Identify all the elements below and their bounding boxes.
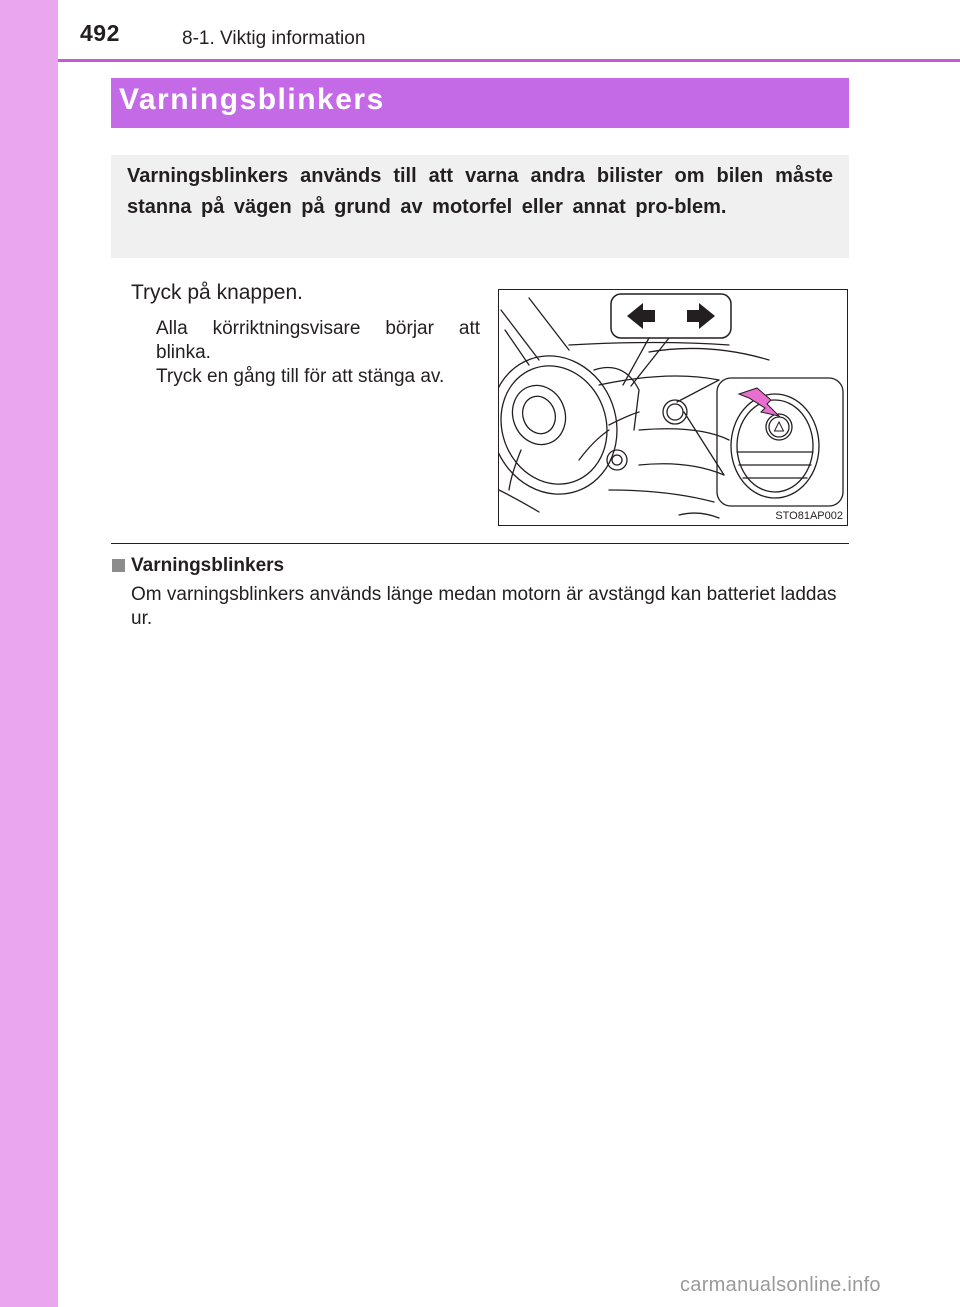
note-text: Om varningsblinkers används länge medan motorn är avstängd kan batteriet laddas ur.: [131, 584, 837, 629]
page-number: 492: [80, 20, 120, 46]
section-title-bar: [111, 78, 849, 128]
intro-text: Varningsblinkers används till att varna andra bilister om bilen måste stanna på vägen på grund av motorfel eller annat pro-blem.: [127, 165, 833, 218]
hazard-warning-icon: [775, 422, 784, 431]
step-heading: Tryck på knappen.: [131, 281, 303, 304]
side-tab-strip: [0, 0, 58, 1307]
step-desc-line-2: blinka.: [156, 342, 211, 363]
watermark: carmanualsonline.info: [680, 1274, 881, 1296]
note-square-icon: [112, 559, 125, 572]
note-title: Varningsblinkers: [131, 555, 285, 576]
dashboard-illustration: [498, 289, 848, 526]
press-arrow-icon: [739, 388, 779, 416]
step-desc-line-1: Alla körriktningsvisare börjar att: [156, 318, 480, 339]
section-title: Varningsblinkers: [119, 83, 385, 116]
dashboard-drawing: [499, 290, 847, 525]
header-rule: [58, 59, 960, 62]
intro-box: [111, 155, 849, 258]
step-description: [156, 317, 480, 389]
section-divider: [111, 543, 849, 544]
section-reference: 8-1. Viktig information: [182, 28, 366, 49]
step-desc-line-3: Tryck en gång till för att stänga av.: [156, 366, 445, 387]
illustration-code: STO81AP002: [775, 510, 843, 522]
